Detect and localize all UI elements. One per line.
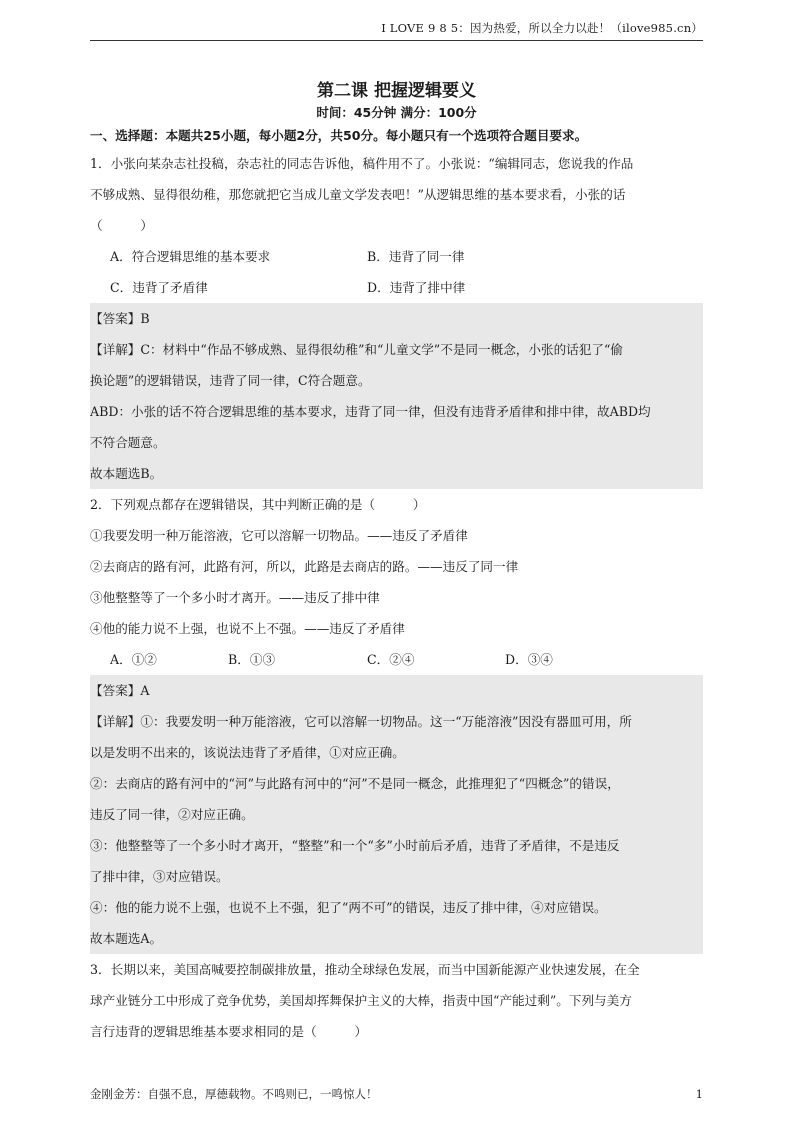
statement-line: ①我要发明一种万能溶液，它可以溶解一切物品。——违反了矛盾律 bbox=[90, 528, 468, 543]
option-row bbox=[90, 272, 703, 303]
option-a: A．①② bbox=[110, 652, 157, 667]
answer-line: 【答案】A bbox=[90, 683, 150, 698]
explanation-line: 以是发明不出来的，该说法违背了矛盾律，①对应正确。 bbox=[90, 745, 405, 760]
explanation-line: ④：他的能力说不上强，也说不上不强，犯了“两不可”的错误，违反了排中律，④对应错误。 bbox=[90, 900, 607, 915]
question-text-line: 不够成熟、显得很幼稚，那您就把它当成儿童文学发表吧！”从逻辑思维的基本要求看，小张的话 bbox=[90, 187, 626, 202]
answer-box bbox=[90, 303, 703, 489]
statement-line: ②去商店的路有河，此路有河，所以，此路是去商店的路。——违反了同一律 bbox=[90, 559, 519, 574]
question-2 bbox=[90, 489, 703, 954]
option-d: D．③④ bbox=[505, 652, 553, 667]
question-3 bbox=[90, 954, 703, 1047]
section-heading: 一、选择题：本题共25小题，每小题2分，共50分。每小题只有一个选项符合题目要求。 bbox=[90, 128, 588, 143]
statement-line: ③他整整等了一个多小时才离开。——违反了排中律 bbox=[90, 590, 380, 605]
explanation-line: 违反了同一律，②对应正确。 bbox=[90, 807, 254, 822]
question-text-line: （ ） bbox=[90, 218, 153, 233]
explanation-line: 【详解】①：我要发明一种万能溶液，它可以溶解一切物品。这一“万能溶液”因没有器皿可用，所 bbox=[90, 714, 632, 729]
explanation-line: 换论题”的逻辑错误，违背了同一律，C符合题意。 bbox=[90, 373, 371, 388]
question-text-line: 3．长期以来，美国高喊要控制碳排放量，推动全球绿色发展，而当中国新能源产业快速发展，在全 bbox=[90, 962, 640, 977]
question-text-line: 球产业链分工中形成了竞争优势，美国却挥舞保护主义的大棒，指责中国“产能过剩”。下列与美方 bbox=[90, 993, 632, 1008]
explanation-line: 故本题选B。 bbox=[90, 466, 163, 481]
option-row bbox=[90, 644, 703, 675]
statement-line: ④他的能力说不上强，也说不上不强。——违反了矛盾律 bbox=[90, 621, 405, 636]
footer-motto: 金刚金芳：自强不息，厚德载物。不鸣则已，一鸣惊人！ bbox=[90, 1087, 378, 1101]
question-text-line: 2．下列观点都存在逻辑错误，其中判断正确的是（ ） bbox=[90, 497, 426, 512]
answer-line: 【答案】B bbox=[90, 311, 150, 326]
explanation-line: ABD：小张的话不符合逻辑思维的基本要求，违背了同一律，但没有违背矛盾律和排中律，故ABD均 bbox=[90, 404, 651, 419]
explanation-line: ②：去商店的路有河中的“河”与此路有河中的“河”不是同一概念，此推理犯了“四概念”的错误， bbox=[90, 776, 620, 791]
question-text-line: 1．小张向某杂志社投稿，杂志社的同志告诉他，稿件用不了。小张说：“编辑同志，您说我的作品 bbox=[90, 156, 634, 171]
page-header bbox=[90, 18, 703, 41]
option-row bbox=[90, 241, 703, 272]
page-number: 1 bbox=[695, 1087, 703, 1101]
page-title: 第二课 把握逻辑要义 bbox=[317, 81, 476, 101]
question-1 bbox=[90, 148, 703, 489]
answer-box bbox=[90, 675, 703, 954]
option-c: C．②④ bbox=[367, 652, 415, 667]
header-text: I LOVE 9 8 5：因为热爱，所以全力以赴！（ilove985.cn） bbox=[381, 21, 703, 35]
question-text-line: 言行违背的逻辑思维基本要求相同的是（ ） bbox=[90, 1024, 368, 1039]
exam-info: 时间：45分钟 满分：100分 bbox=[316, 105, 477, 120]
explanation-line: 【详解】C：材料中“作品不够成熟、显得很幼稚”和“儿童文学”不是同一概念，小张的话犯了“偷 bbox=[90, 342, 623, 357]
explanation-line: ③：他整整等了一个多小时才离开，“整整”和一个“多”小时前后矛盾，违背了矛盾律，不是违反 bbox=[90, 838, 620, 853]
option-b: B．①③ bbox=[228, 652, 276, 667]
explanation-line: 不符合题意。 bbox=[90, 435, 166, 450]
option-b: B．违背了同一律 bbox=[367, 249, 465, 264]
explanation-line: 了排中律，③对应错误。 bbox=[90, 869, 229, 884]
option-c: C．违背了矛盾律 bbox=[110, 280, 208, 295]
document-body bbox=[90, 124, 703, 1047]
explanation-line: 故本题选A。 bbox=[90, 931, 163, 946]
option-a: A．符合逻辑思维的基本要求 bbox=[110, 249, 271, 264]
option-d: D．违背了排中律 bbox=[367, 280, 466, 295]
